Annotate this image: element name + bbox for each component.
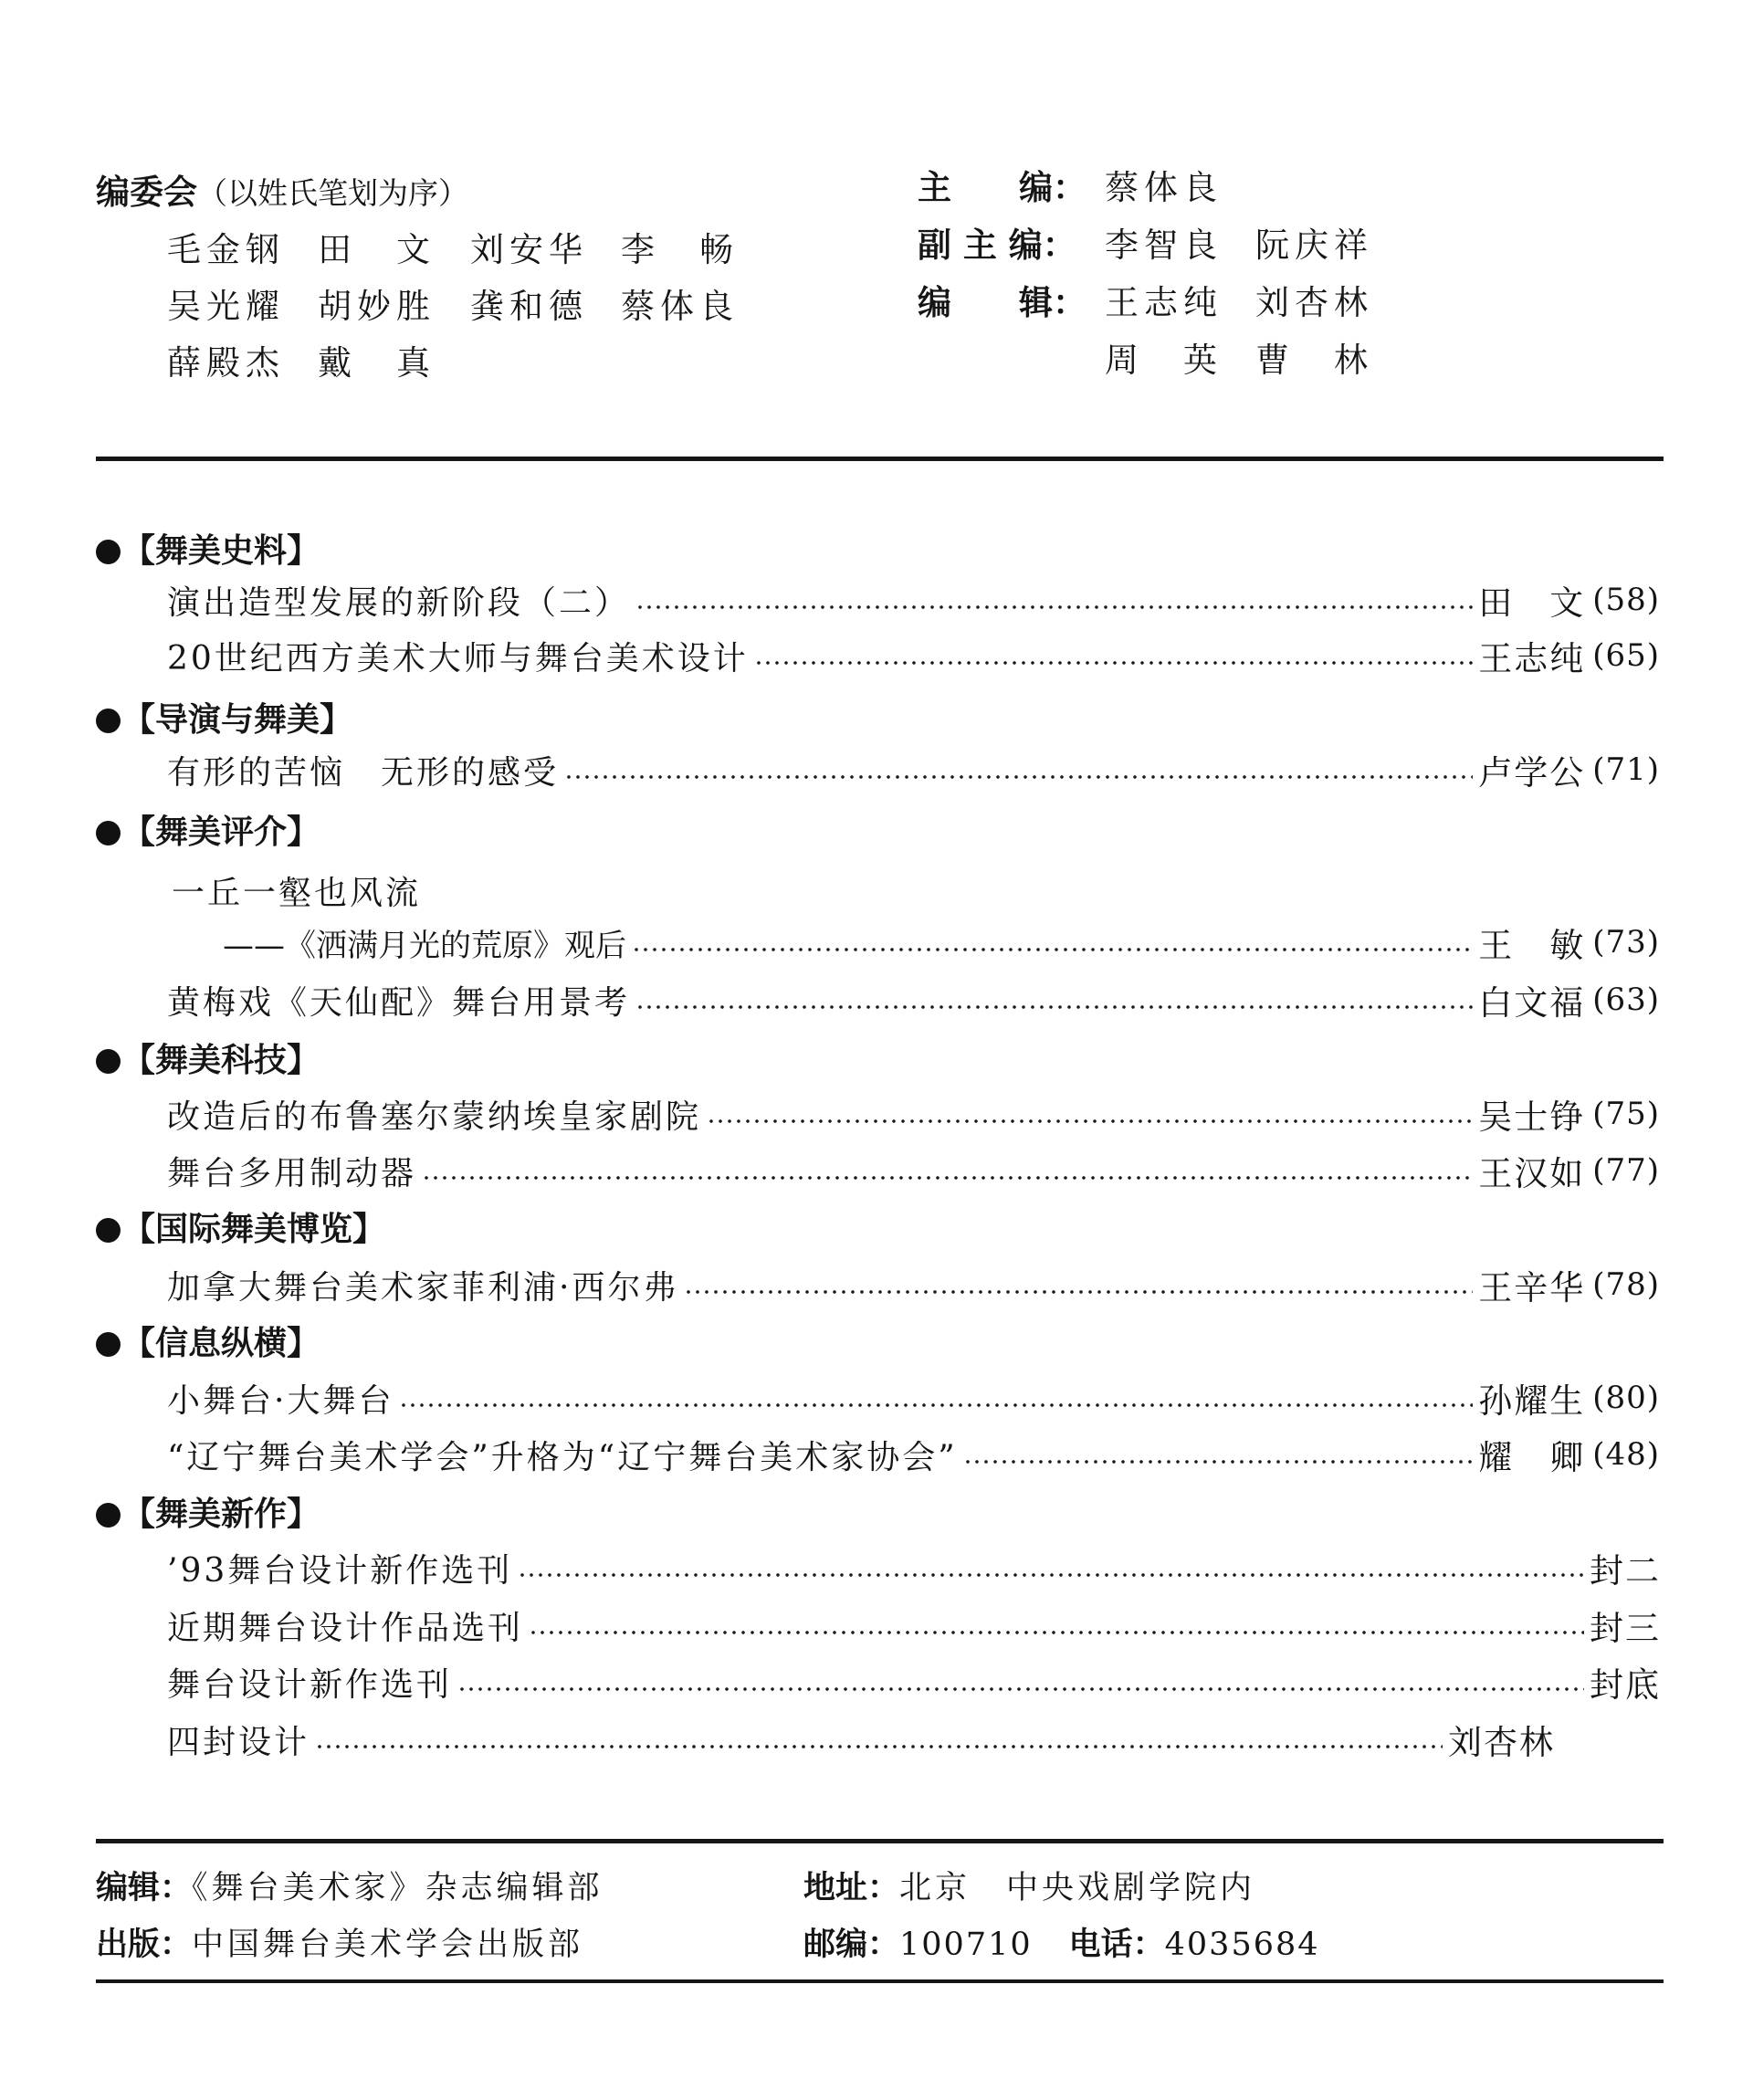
- leader-dots: [635, 605, 1473, 609]
- leader-dots: [754, 661, 1473, 665]
- entry-page: (48): [1592, 1436, 1660, 1473]
- entry-title: 舞台多用制动器: [167, 1154, 417, 1192]
- entry-title[interactable]: 一丘一壑也风流: [172, 875, 422, 912]
- toc-entry[interactable]: [167, 1602, 1661, 1648]
- footer-contact: [803, 1919, 1320, 1965]
- editor-label: 编 辑：: [918, 283, 1086, 322]
- toc-entry[interactable]: [167, 1091, 1660, 1137]
- section-name: 【舞美评介】: [122, 814, 320, 851]
- entry-title: 20世纪西方美术大师与舞台美术设计: [167, 639, 749, 677]
- section-name: 【信息纵横】: [122, 1325, 320, 1362]
- editor-name: 刘杏林: [1255, 283, 1373, 322]
- toc-entry[interactable]: [167, 977, 1660, 1023]
- section-name: 【舞美科技】: [122, 1042, 320, 1079]
- deputy-editor-name: 阮庆祥: [1255, 226, 1373, 265]
- entry-author: 王志纯: [1478, 639, 1586, 678]
- entry-title: 改造后的布鲁塞尔蒙纳埃皇家剧院: [167, 1097, 702, 1136]
- section-bullet-icon: [96, 540, 121, 564]
- entry-page: (78): [1592, 1266, 1660, 1303]
- footer-phone-label: 电话：: [1068, 1927, 1165, 1963]
- section-bullet-icon: [96, 709, 121, 733]
- editorial-committee-title: 编委会: [96, 173, 197, 212]
- entry-title: 黄梅戏《天仙配》舞台用景考: [167, 983, 631, 1022]
- entry-title: 演出造型发展的新阶段（二）: [167, 583, 631, 622]
- footer-publishing-label: 出版：: [96, 1927, 193, 1963]
- section-heading: [96, 1203, 385, 1250]
- footer-address-label: 地址：: [803, 1870, 900, 1906]
- section-heading: [96, 1318, 320, 1364]
- entry-title: 有形的苦恼 无形的感受: [167, 753, 560, 792]
- entry-title: 四封设计: [167, 1723, 310, 1761]
- entry-title: 小舞台·大舞台: [167, 1381, 394, 1420]
- section-name: 【国际舞美博览】: [122, 1211, 386, 1248]
- section-heading: [96, 1488, 320, 1535]
- toc-entry[interactable]: [167, 1432, 1660, 1477]
- footer-publishing-value: 中国舞台美术学会出版部: [192, 1927, 584, 1963]
- toc-entry[interactable]: [167, 1148, 1660, 1193]
- entry-page-label: 封三: [1590, 1609, 1661, 1648]
- entry-subtitle: ——《洒满月光的荒原》观后: [223, 927, 626, 964]
- editorial-committee-heading: [96, 164, 468, 214]
- entry-author: 田 文: [1478, 583, 1586, 623]
- entry-page: (73): [1592, 924, 1660, 961]
- editor-name: 王志纯: [1105, 283, 1223, 322]
- section-name: 【舞美史料】: [122, 532, 320, 570]
- editorial-committee-note: （以姓氏笔划为序）: [197, 175, 468, 211]
- entry-title: 舞台设计新作选刊: [167, 1665, 453, 1704]
- toc-entry[interactable]: [223, 919, 1660, 965]
- entry-author: 王汉如: [1478, 1154, 1586, 1193]
- committee-member: 毛金钢: [167, 230, 285, 269]
- deputy-editor-name: 李智良: [1105, 226, 1223, 265]
- entry-title: 近期舞台设计作品选刊: [167, 1609, 524, 1647]
- footer-editing-value: 《舞台美术家》杂志编辑部: [192, 1870, 604, 1906]
- leader-dots: [564, 775, 1473, 779]
- committee-member: 薛殿杰: [167, 343, 285, 383]
- footer-address: [803, 1863, 1255, 1908]
- chief-editor-name: 蔡体良: [1105, 168, 1223, 207]
- leader-dots: [518, 1573, 1584, 1577]
- entry-page-label: 封二: [1590, 1551, 1661, 1591]
- section-heading: [96, 525, 320, 572]
- entry-author: 白文福: [1478, 983, 1586, 1023]
- committee-member: 龚和德: [470, 287, 588, 326]
- committee-member: 蔡体良: [621, 287, 739, 326]
- entry-title: ’93舞台设计新作选刊: [167, 1551, 513, 1590]
- entry-page: (80): [1592, 1380, 1660, 1416]
- footer-editing-label: 编辑：: [96, 1870, 193, 1906]
- committee-member: 戴 真: [318, 343, 436, 383]
- editor-name: 周 英: [1105, 341, 1223, 380]
- entry-page: (71): [1592, 751, 1660, 788]
- section-heading: [96, 806, 320, 853]
- entry-page: (75): [1592, 1096, 1660, 1132]
- committee-member: 田 文: [318, 230, 436, 269]
- entry-author: 刘杏林: [1448, 1723, 1555, 1762]
- entry-page: (58): [1592, 582, 1660, 618]
- entry-page: (63): [1592, 982, 1660, 1018]
- footer-publishing: [96, 1919, 583, 1965]
- leader-dots: [457, 1687, 1584, 1691]
- toc-entry[interactable]: [167, 1545, 1661, 1591]
- committee-member: 吴光耀: [167, 287, 285, 326]
- deputy-editor-label: 副 主 编：: [918, 226, 1076, 265]
- toc-entry[interactable]: [167, 1262, 1660, 1307]
- leader-dots: [632, 948, 1473, 951]
- leader-dots: [635, 1005, 1473, 1009]
- section-name: 【舞美新作】: [122, 1496, 320, 1533]
- footer-phone-value: 4035684: [1164, 1927, 1320, 1963]
- footer-divider-bottom: [96, 1979, 1664, 1983]
- section-name: 【导演与舞美】: [122, 701, 353, 739]
- footer-postcode-label: 邮编：: [803, 1927, 900, 1963]
- leader-dots: [422, 1176, 1473, 1180]
- section-bullet-icon: [96, 821, 121, 845]
- toc-entry[interactable]: [167, 1375, 1660, 1421]
- editor-name: 曹 林: [1255, 341, 1373, 380]
- section-bullet-icon: [96, 1503, 121, 1528]
- leader-dots: [684, 1290, 1473, 1294]
- footer-address-value: 北京 中央戏剧学院内: [899, 1870, 1256, 1906]
- leader-dots: [963, 1460, 1474, 1464]
- toc-entry[interactable]: [167, 577, 1660, 623]
- footer-postcode-value: 100710: [899, 1927, 1033, 1963]
- toc-entry[interactable]: [167, 1659, 1661, 1705]
- section-heading: [96, 694, 352, 740]
- chief-editor-label: 主 编：: [918, 168, 1086, 207]
- entry-author: 王辛华: [1478, 1268, 1586, 1307]
- leader-dots: [707, 1119, 1473, 1123]
- entry-author: 王 敏: [1478, 926, 1586, 965]
- section-bullet-icon: [96, 1218, 121, 1243]
- committee-member: 李 畅: [621, 230, 739, 269]
- leader-dots: [399, 1403, 1473, 1407]
- entry-author: 吴士铮: [1478, 1097, 1586, 1137]
- committee-member: 胡妙胜: [318, 287, 436, 326]
- toc-entry[interactable]: [167, 633, 1660, 678]
- section-heading: [96, 1034, 320, 1081]
- footer-divider-top: [96, 1839, 1664, 1843]
- committee-member: 刘安华: [470, 230, 588, 269]
- toc-entry[interactable]: [167, 1717, 1555, 1762]
- toc-entry[interactable]: [167, 747, 1660, 793]
- entry-author: 孙耀生: [1478, 1381, 1586, 1421]
- entry-author: 卢学公: [1478, 753, 1586, 793]
- entry-page-label: 封底: [1590, 1665, 1661, 1705]
- entry-page: (77): [1592, 1152, 1660, 1189]
- footer-editing: [96, 1863, 604, 1908]
- entry-author: 耀 卿: [1478, 1438, 1586, 1477]
- entry-title: “辽宁舞台美术学会”升格为“辽宁舞台美术家协会”: [167, 1438, 958, 1476]
- leader-dots: [529, 1631, 1584, 1634]
- entry-page: (65): [1592, 637, 1660, 674]
- leader-dots: [315, 1745, 1443, 1748]
- section-bullet-icon: [96, 1332, 121, 1357]
- entry-title: 加拿大舞台美术家菲利浦·西尔弗: [167, 1268, 679, 1307]
- header-divider: [96, 457, 1664, 461]
- section-bullet-icon: [96, 1049, 121, 1074]
